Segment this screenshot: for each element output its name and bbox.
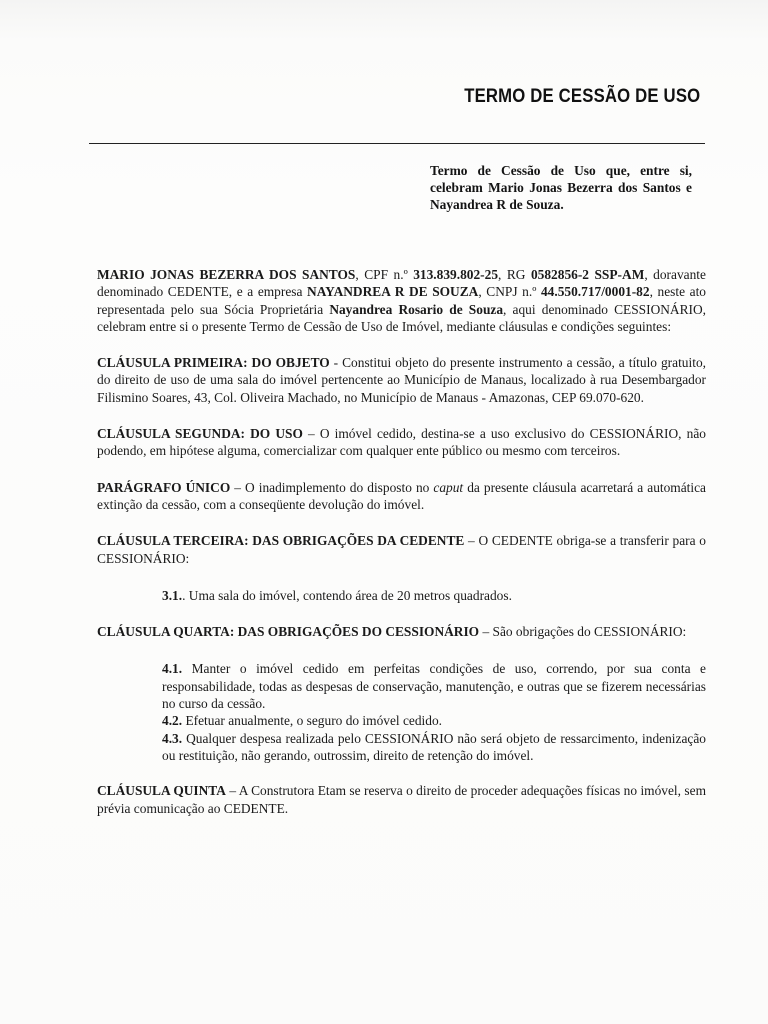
item-text: . Uma sala do imóvel, contendo área de 20 metros quadrados.: [182, 587, 512, 603]
clause-fourth-heading: CLÁUSULA QUARTA: DAS OBRIGAÇÕES DO CESSIONÁRIO: [97, 624, 480, 640]
clause-fourth-text: – São obrigações do CESSIONÁRIO:: [479, 624, 687, 640]
caput-term: caput: [433, 479, 464, 495]
clause-third-heading: CLÁUSULA TERCEIRA: DAS OBRIGAÇÕES DA CEDENTE: [97, 533, 465, 549]
cedente-name: MARIO JONAS BEZERRA DOS SANTOS: [97, 267, 356, 282]
intro-text-4: , CNPJ n.º: [478, 284, 541, 300]
representative-name: Nayandrea Rosario de Souza: [329, 301, 504, 317]
document-summary: Termo de Cessão de Uso que, entre si, celebram Mario Jonas Bezerra dos Santos e Nayandrea R de Souza.: [430, 163, 692, 212]
cnpj-number: 44.550.717/0001-82: [540, 284, 650, 300]
intro-text-6: , aqui denominado CESSIONÁRIO, celebram entre si o presente Termo de Cessão de Uso de Imóvel, mediante cláusulas e condições seguintes:: [97, 301, 706, 334]
clause-fourth-item-3: [162, 730, 706, 765]
item-text: Efetuar anualmente, o seguro do imóvel cedido.: [182, 713, 443, 729]
clause-second-text: – O imóvel cedido, destina-se a uso exclusivo do CESSIONÁRIO, não podendo, em hipótese alguma, comercializar com qualquer ente público ou mesmo com terceiros.: [97, 426, 706, 459]
clause-third: [97, 532, 706, 567]
paragraph-unico-text-2: da presente cláusula acarretará a automática extinção da cessão, com a conseqüente devolução do imóvel.: [97, 479, 706, 512]
title-divider: [89, 143, 705, 144]
cpf-number: 313.839.802-25: [413, 267, 499, 282]
document-body: [97, 266, 706, 817]
clause-first: [97, 354, 706, 406]
intro-text-3: , doravante denominado CEDENTE, e a empresa: [97, 267, 706, 300]
clause-first-text: - Constitui objeto do presente instrumento a cessão, a título gratuito, do direito de uso de uma sala do imóvel pertencente ao Município de Manaus, localizado à rua Desembargador Filismino Soares, 43, Col. Oliveira Machado, no Município de Manaus - Amazonas, CEP 69.070-620.: [97, 355, 706, 405]
clause-second-heading: CLÁUSULA SEGUNDA: DO USO: [97, 426, 303, 442]
paragraph-unico: [97, 479, 706, 514]
clause-third-text: – O CEDENTE obriga-se a transferir para o CESSIONÁRIO:: [97, 533, 706, 566]
clause-fifth: [97, 782, 706, 817]
clause-fourth-item-1: [162, 660, 706, 712]
item-number: 4.2.: [162, 713, 183, 729]
clause-third-item: [162, 587, 706, 604]
paragraph-unico-text-1: – O inadimplemento do disposto no: [230, 479, 434, 495]
company-name: NAYANDREA R DE SOUZA: [307, 284, 479, 300]
clause-fifth-text: – A Construtora Etam se reserva o direito de proceder adequações físicas no imóvel, sem prévia comunicação ao CEDENTE.: [97, 783, 706, 816]
clause-fourth: [97, 623, 706, 640]
intro-text-2: , RG: [498, 267, 531, 282]
intro-paragraph: [97, 266, 706, 335]
document-title: TERMO DE CESSÃO DE USO: [463, 86, 700, 107]
clause-first-heading: CLÁUSULA PRIMEIRA: DO OBJETO: [97, 355, 330, 371]
clause-second: [97, 425, 706, 460]
intro-text-1: , CPF n.º: [355, 267, 414, 282]
clause-fifth-heading: CLÁUSULA QUINTA: [97, 783, 226, 799]
clause-fourth-item-2: [162, 712, 706, 729]
item-text: Qualquer despesa realizada pelo CESSIONÁRIO não será objeto de ressarcimento, indenização ou restituição, não gerando, outrossim, direito de retenção do imóvel.: [162, 730, 706, 763]
rg-number: 0582856-2 SSP-AM: [530, 267, 645, 282]
item-number: 4.1.: [162, 661, 183, 677]
item-number: 3.1.: [162, 587, 183, 603]
item-number: 4.3.: [162, 730, 183, 746]
intro-text-5: , neste ato representada pelo sua Sócia Proprietária: [97, 284, 706, 317]
item-text: Manter o imóvel cedido em perfeitas condições de uso, correndo, por sua conta e responsabilidade, todas as despesas de conservação, manutenção, e outras que se fizerem necessárias no curso da cessão.: [162, 661, 706, 712]
paragraph-unico-heading: PARÁGRAFO ÚNICO: [97, 479, 231, 495]
